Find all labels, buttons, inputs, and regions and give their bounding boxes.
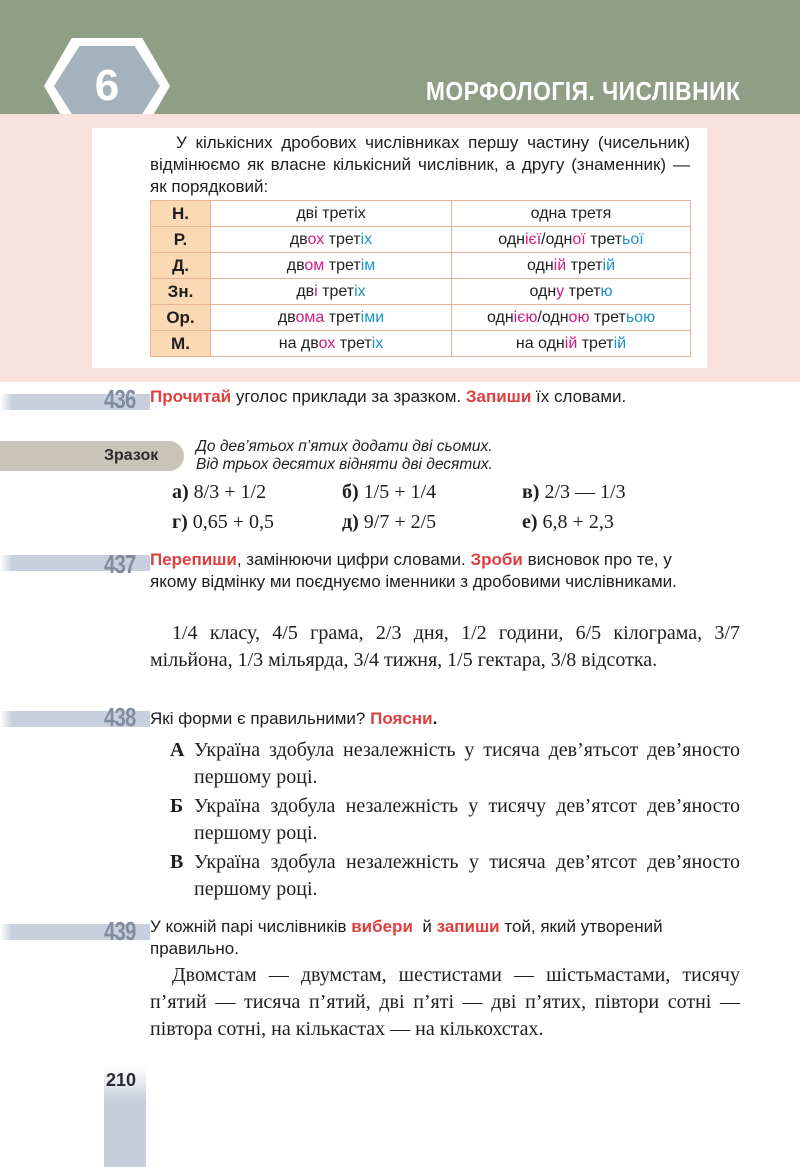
word-segment: /одн [541,230,573,248]
rule-text: У кількісних дробових числівниках першу частину (чисельник) відмінюємо як власне кількісний числівник, а другу (знаменник) — як порядковий: [150,133,690,196]
exercise-number: 436 [104,384,136,414]
word-segment: ім [360,256,376,274]
case-label: Д. [151,253,211,279]
word-segment: у [556,282,565,300]
task-text: . [432,709,438,728]
exercise-number: 437 [104,549,136,579]
task-text: той, який утворений правильно. [150,917,663,958]
exercise-436-task [150,386,694,408]
answer-option-a: А Україна здобула незалежність у тисяча дев’ятьсот дев’яносто першому році. [170,739,740,788]
task-verb: Перепиши [150,550,237,569]
word-segment: ієї [524,230,542,248]
word-segment: одн [498,230,525,248]
word-segment: одн [529,282,557,300]
chapter-title: МОРФОЛОГІЯ. ЧИСЛІВНИК [425,76,740,106]
form-one-third [452,279,691,305]
word-segment: іх [360,230,373,248]
task-text: висновок про те, у якому відмінку ми поєднуємо іменники з дробовими числівниками. [150,550,677,591]
expression-item: д) 9/7 + 2/5 [342,511,437,533]
word-segment: іх [354,282,366,300]
expression-item: б) 1/5 + 1/4 [342,481,437,503]
word-segment: трет [317,282,355,300]
word-segment: трет [324,230,361,248]
expression-item: е) 6,8 + 2,3 [522,511,614,533]
word-segment: ією [513,308,538,326]
declension-table [150,200,691,357]
word-segment: дв [277,308,296,326]
sample-label: Зразок [104,447,159,464]
form-two-thirds [211,279,452,305]
word-segment: трет [585,230,623,248]
exercise-439-body: Двомстам — двумстам, шестистами — шістьмастами, тисячу п’ятий — тисяча п’ятий, дві п’яті — дві п’ятих, півтори сотні — півтора сотні, на кількастах — на кількохстах. [150,964,740,1040]
exercise-438-task [150,708,694,730]
task-text: У кожній парі числівників [150,917,352,936]
sample-text [196,438,696,474]
form-two-thirds [211,253,452,279]
word-segment: ьої [622,230,644,248]
task-verb: запиши [436,917,500,936]
exercise-437-body: 1/4 класу, 4/5 грама, 2/3 дня, 1/2 години, 6/5 кілограма, 3/7 мільйона, 1/3 мільярда, 3/4 тижня, 1/5 гектара, 3/8 відсотка. [150,622,740,671]
word-segment: ій [613,334,627,352]
task-verb: Запиши [465,387,532,406]
page-number: 210 [106,1070,137,1090]
word-segment: ьою [625,308,656,326]
word-segment: дві третіх [296,204,366,222]
form-one-third [452,305,691,331]
word-segment: і [314,282,318,300]
form-one-third [452,201,691,227]
case-label: М. [151,331,211,357]
expression-item: а) 8/3 + 1/2 [172,481,267,503]
word-segment: ю [600,282,613,300]
exercise-number: 439 [104,916,136,946]
word-segment: ох [318,334,336,352]
form-one-third [452,227,691,253]
form-one-third [452,331,691,357]
word-segment: іми [360,308,385,326]
word-segment: трет [564,282,601,300]
exercise-number: 438 [104,702,136,732]
word-segment: дв [289,230,308,248]
word-segment: одна третя [530,204,612,222]
case-label: Ор. [151,305,211,331]
word-segment: трет [335,334,372,352]
word-segment: на дв [278,334,319,352]
exercise-437-task [150,549,694,593]
task-text: й [412,917,437,936]
declension-row [151,279,691,305]
answer-option-b: Б Україна здобула незалежність у тисячу дев’ятсот дев’яносто першому році. [170,795,740,844]
word-segment: одн [486,308,514,326]
declension-row [151,201,691,227]
word-segment: трет [589,308,626,326]
word-segment: іх [371,334,384,352]
word-segment: ій [553,256,567,274]
word-segment: трет [324,308,361,326]
word-segment: дв [286,256,305,274]
word-segment: ома [295,308,325,326]
expression-item: г) 0,65 + 0,5 [172,511,275,533]
word-segment: дв [296,282,315,300]
answer-option-c: В Україна здобула незалежність у тисяча дев’ятсот дев’яносто першому році. [170,851,740,900]
word-segment: ою [568,308,590,326]
chapter-number: 6 [94,61,120,110]
word-segment: ох [307,230,325,248]
form-two-thirds [211,201,452,227]
form-two-thirds [211,331,452,357]
case-label: Н. [151,201,211,227]
word-segment: одн [526,256,554,274]
exercise-439-task [150,916,694,960]
task-text: , замінюючи цифри словами. [236,550,471,569]
form-two-thirds [211,305,452,331]
sample-line: До дев’ятьох п’ятих додати дві сьомих. [196,438,493,455]
word-segment: ом [304,256,325,274]
form-two-thirds [211,227,452,253]
declension-row [151,227,691,253]
task-text: їх словами. [531,387,627,406]
form-one-third [452,253,691,279]
task-text: Які форми є правильними? [150,709,371,728]
task-verb: вибери [351,917,413,936]
word-segment: ій [602,256,616,274]
word-segment: трет [577,334,614,352]
sample-line: Від трьох десятих відняти дві десятих. [196,456,493,473]
declension-row [151,305,691,331]
task-text: уголос приклади за зразком. [231,387,466,406]
word-segment: трет [324,256,361,274]
word-segment: трет [566,256,603,274]
declension-row [151,253,691,279]
task-verb: Прочитай [150,387,232,406]
word-segment: ої [572,230,586,248]
word-segment: ій [564,334,578,352]
word-segment: на одн [515,334,565,352]
task-verb: Поясни [370,709,433,728]
declension-row [151,331,691,357]
case-label: Р. [151,227,211,253]
task-verb: Зроби [470,550,523,569]
word-segment: /одн [537,308,569,326]
case-label: Зн. [151,279,211,305]
expression-item: в) 2/3 — 1/3 [522,481,626,503]
